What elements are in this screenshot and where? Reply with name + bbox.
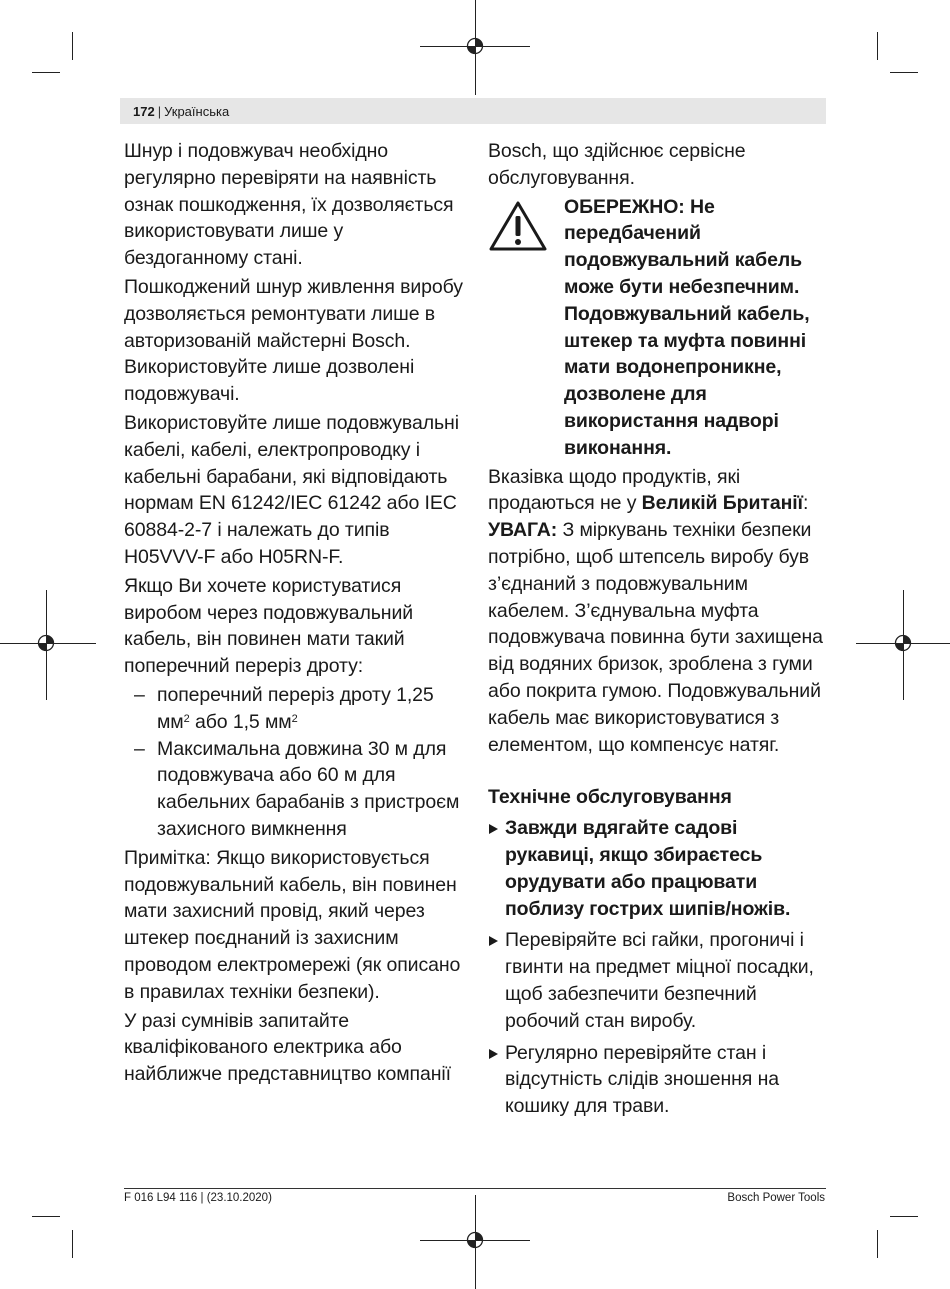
list-item: – Максимальна довжина 30 м для подовжувача або 60 м для кабельних барабанів з пристроєм захисного вимкнення [124,736,469,843]
registration-mark-icon [36,633,56,653]
paragraph-cross-section: Якщо Ви хочете користуватися виробом через подовжувальний кабель, він повинен мати такий поперечний переріз дроту: [124,574,414,678]
registration-mark-icon [893,633,913,653]
maintenance-list [488,815,828,1120]
page-number: 172 [133,104,155,119]
registration-mark-icon [465,36,485,56]
warning-block [488,194,828,462]
header-language: Українська [164,104,230,119]
footer-brand: Bosch Power Tools [727,1192,825,1204]
footer-divider [124,1188,826,1189]
list-item: Регулярно перевіряйте стан і відсутність слідів зношення на кошику для трави. [488,1040,828,1120]
list-item: Завжди вдягайте садові рукавиці, якщо збираєтесь орудувати або працювати поблизу гострих шипів/ножів. [488,815,828,922]
paragraph-uk-note: Вказівка щодо продуктів, які продаються не у Великій Британії: УВАГА: З міркувань техніки безпеки потрібно, щоб штепсель виробу був з’єднаний з подовжувальним кабелем. З’єднувальна муфта подовжувача повинна бути захищена від водяних бризок, зроблена з гуми або покрита гумою. Подовжувальний кабель має використовуватися з елементом, що компенсує натяг. [488,465,823,756]
list-item: – поперечний переріз дроту 1,25 $мм^2$ або 1,5 $мм^2$ [124,682,469,736]
requirements-list [124,682,469,843]
right-column [488,138,828,1125]
list-item: Перевіряйте всі гайки, прогоничі і гвинти на предмет міцної посадки, щоб забезпечити безпечний робочий стан виробу. [488,927,828,1034]
warning-text: ОБЕРЕЖНО: Не передбачений подовжувальний кабель може бути небезпечним. Подовжувальний кабель, штекер та муфта повинні мати водонепроникне, дозволене для використання надворі виконання. [564,195,810,459]
paragraph-note: Примітка: Якщо використовується подовжувальний кабель, він повинен мати захисний провід, який через штекер поєднаний із захисним проводом електромережі (як описано в правилах техніки безпеки). [124,846,461,1003]
registration-mark-icon [465,1230,485,1250]
paragraph-damaged-cord: Пошкоджений шнур живлення виробу дозволяється ремонтувати лише в авторизованій майстерні Bosch. Використовуйте лише дозволені подовжувачі. [124,275,463,406]
left-column [124,138,469,1090]
paragraph-cord-check: Шнур і подовжувач необхідно регулярно перевіряти на наявність ознак пошкодження, їх дозволяється використовувати лише у бездоганному стані. [124,140,454,270]
paragraph-service: Bosch, що здійснює сервісне обслуговування. [488,140,746,189]
paragraph-doubt: У разі сумнівів запитайте кваліфікованого електрика або найближче представництво компанії [124,1009,451,1086]
page-header: 172 | Українська [133,104,230,119]
warning-triangle-icon [488,200,548,252]
paragraph-cable-standards: Використовуйте лише подовжувальні кабелі, кабелі, електропроводку і кабельні барабани, які відповідають нормам EN 61242/IEC 61242 або IEC 60884-2-7 і належать до типів H05VVV-F або H05RN-F. [124,411,459,568]
footer-doc-id: F 016 L94 116 | (23.10.2020) [124,1192,272,1204]
section-title-maintenance: Технічне обслуговування [488,786,732,809]
